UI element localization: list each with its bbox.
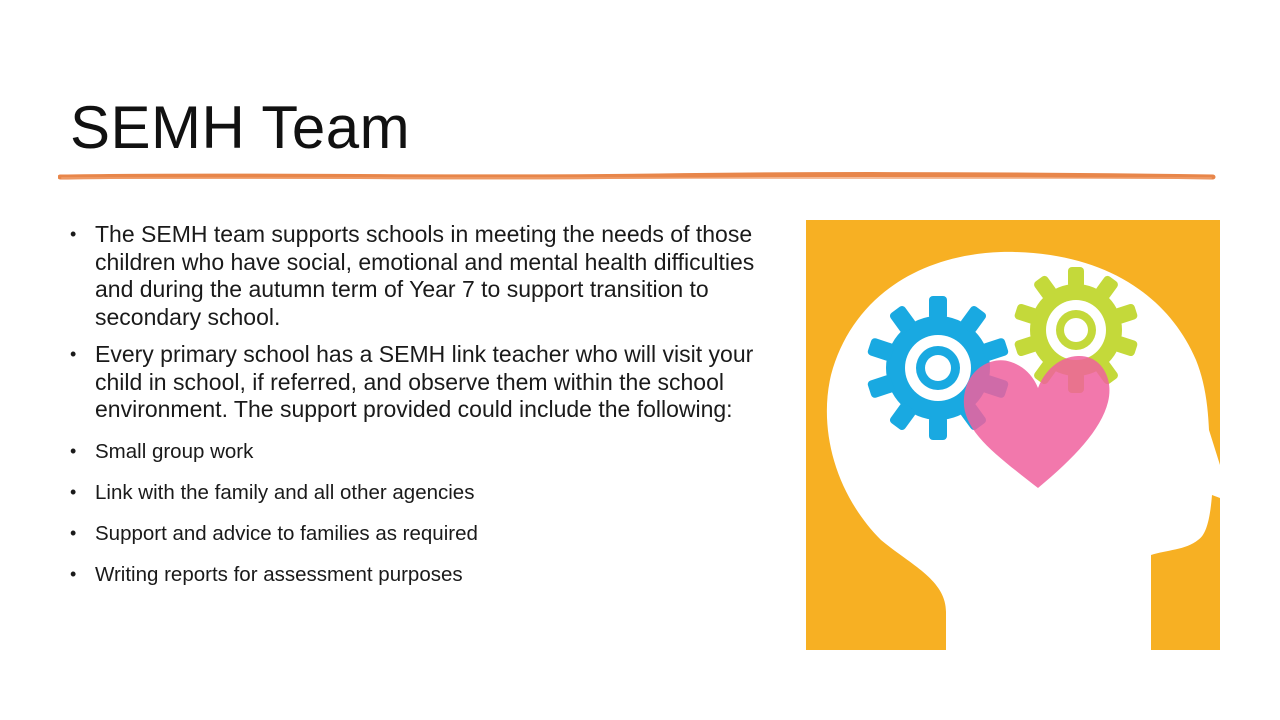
list-item [70, 438, 760, 465]
slide-title: SEMH Team [70, 94, 411, 161]
support-item-text: Link with the family and all other agencies [95, 480, 475, 504]
list-item [70, 341, 760, 424]
bullet-dot: • [70, 440, 77, 461]
bullet-dot: • [70, 481, 77, 502]
list-item [70, 479, 760, 506]
bullet-text: The SEMH team supports schools in meeting the needs of those children who have social, emotional and mental health difficulties and during the autumn term of Year 7 to support transition to secondary school. [95, 221, 755, 330]
bullet-dot: • [70, 522, 77, 543]
list-item [70, 221, 760, 331]
bullet-dot: • [70, 563, 77, 584]
bullet-list [70, 221, 760, 602]
bullet-dot: • [70, 344, 77, 364]
support-item-text: Support and advice to families as required [95, 521, 478, 545]
head-gears-heart-icon [806, 220, 1220, 650]
support-item-text: Writing reports for assessment purposes [95, 562, 463, 586]
list-item [70, 520, 760, 547]
bullet-dot: • [70, 224, 77, 244]
bullet-text: Every primary school has a SEMH link teacher who will visit your child in school, if referred, and observe them within the school environment. The support provided could include the following: [95, 341, 754, 422]
title-underline-rule [58, 170, 1216, 184]
list-item [70, 561, 760, 588]
support-item-text: Small group work [95, 439, 254, 463]
